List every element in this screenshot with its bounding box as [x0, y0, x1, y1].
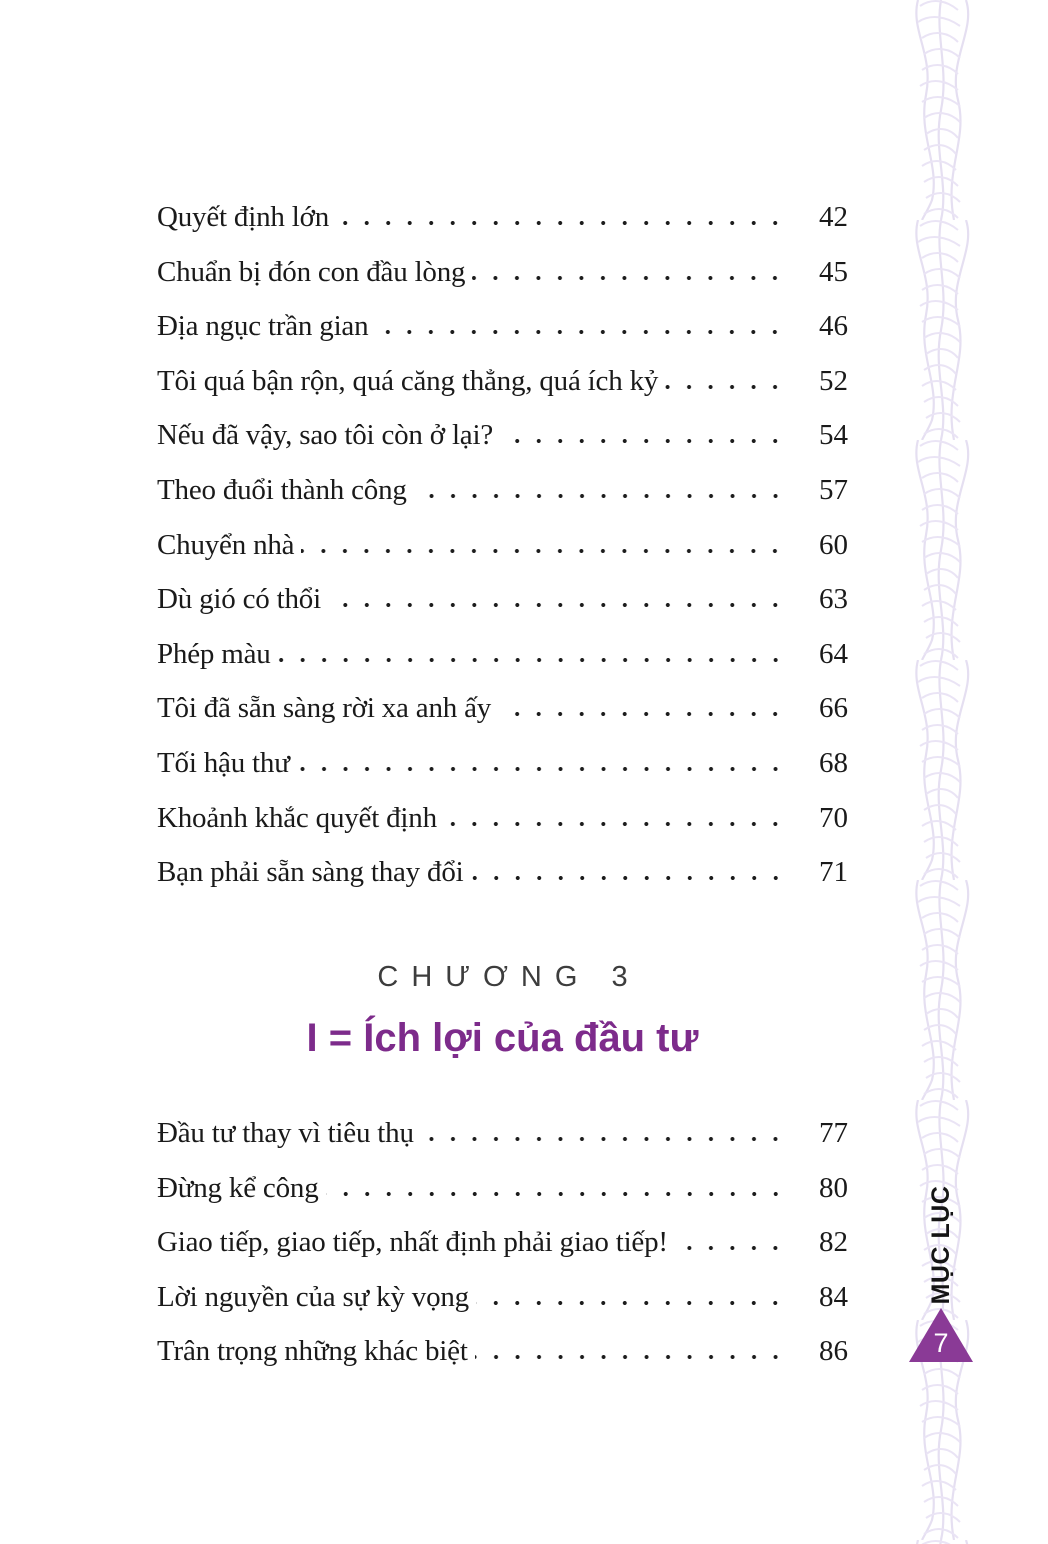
- entry-page-number: 63: [819, 583, 848, 616]
- toc-entry: [157, 1215, 848, 1270]
- toc-entry: [157, 1106, 848, 1161]
- entry-page-number: 57: [819, 473, 848, 506]
- entry-page-number: 70: [819, 801, 848, 834]
- entry-title: Tôi quá bận rộn, quá căng thẳng, quá ích kỷ: [157, 364, 659, 397]
- toc-entry: [157, 1270, 848, 1325]
- dot-leader: [375, 329, 786, 335]
- dot-leader: [421, 1136, 786, 1142]
- toc-entry: [157, 681, 848, 736]
- entry-page-number: 86: [819, 1335, 848, 1368]
- entry-page-number: 52: [819, 364, 848, 397]
- entry-title: Bạn phải sẵn sàng thay đổi: [157, 856, 464, 889]
- dot-leader: [328, 602, 786, 608]
- dot-leader: [498, 711, 786, 717]
- page-number: 7: [933, 1328, 949, 1358]
- toc-entry: [157, 1324, 848, 1379]
- entry-title: Tôi đã sẵn sàng rời xa anh ấy: [157, 692, 492, 725]
- entry-page-number: 42: [819, 201, 848, 233]
- entry-page-number: 80: [819, 1171, 848, 1204]
- toc-entry: [157, 299, 848, 354]
- chapter-title: I = Ích lợi của đầu tư: [306, 1016, 699, 1060]
- entry-title: Khoảnh khắc quyết định: [157, 801, 437, 834]
- entry-title: Đừng kể công: [157, 1171, 319, 1204]
- toc-entry: [157, 1161, 848, 1216]
- entry-title: Trân trọng những khác biệt: [157, 1335, 468, 1368]
- toc-list-part2: [157, 1106, 848, 1379]
- entry-title: Tối hậu thư: [157, 746, 290, 779]
- toc-entry: [157, 791, 848, 846]
- dot-leader: [414, 493, 786, 499]
- entry-title: Chuẩn bị đón con đầu lòng: [157, 255, 466, 288]
- dot-leader: [278, 657, 786, 663]
- toc-entry: [157, 354, 848, 409]
- toc-entry: [157, 245, 848, 300]
- entry-title: Địa ngục trần gian: [157, 310, 369, 343]
- chapter-label: CHƯƠNG 3: [377, 961, 641, 993]
- entry-page-number: 71: [819, 856, 848, 889]
- entry-title: Phép màu: [157, 637, 271, 670]
- entry-page-number: 66: [819, 692, 848, 725]
- entry-page-number: 54: [819, 419, 848, 452]
- entry-page-number: 46: [819, 310, 848, 343]
- dot-leader: [336, 220, 786, 226]
- dot-leader: [444, 821, 786, 827]
- toc-entry: [157, 190, 848, 245]
- dot-leader: [297, 766, 786, 772]
- entry-title: Đầu tư thay vì tiêu thụ: [157, 1117, 414, 1149]
- entry-title: Quyết định lớn: [157, 201, 330, 233]
- toc-entry: [157, 736, 848, 791]
- toc-list-part1: [157, 190, 848, 900]
- entry-page-number: 68: [819, 746, 848, 779]
- dot-leader: [500, 438, 786, 444]
- sidebar-vertical-label: MỤC LỤC: [927, 1185, 955, 1305]
- dot-leader: [471, 875, 787, 881]
- entry-page-number: 82: [819, 1226, 848, 1259]
- entry-title: Chuyển nhà: [157, 528, 295, 561]
- toc-entry: [157, 408, 848, 463]
- dot-leader: [326, 1191, 786, 1197]
- entry-title: Lời nguyền của sự kỳ vọng: [157, 1280, 469, 1313]
- toc-entry: [157, 518, 848, 573]
- toc-entry: [157, 463, 848, 518]
- toc-entry: [157, 845, 848, 900]
- entry-title: Giao tiếp, giao tiếp, nhất định phải giao tiếp!: [157, 1226, 668, 1259]
- toc-entry: [157, 572, 848, 627]
- entry-page-number: 45: [819, 255, 848, 288]
- dot-leader: [675, 1245, 786, 1251]
- dot-leader: [472, 275, 786, 281]
- dot-leader: [665, 384, 786, 390]
- dot-leader: [476, 1300, 786, 1306]
- entry-page-number: 84: [819, 1280, 848, 1313]
- entry-title: Nếu đã vậy, sao tôi còn ở lại?: [157, 419, 494, 452]
- entry-title: Dù gió có thổi: [157, 583, 321, 616]
- toc-entry: [157, 627, 848, 682]
- dot-leader: [475, 1354, 786, 1360]
- entry-page-number: 64: [819, 637, 848, 670]
- entry-page-number: 77: [819, 1117, 848, 1149]
- entry-title: Theo đuổi thành công: [157, 473, 407, 506]
- dot-leader: [301, 548, 786, 554]
- entry-page-number: 60: [819, 528, 848, 561]
